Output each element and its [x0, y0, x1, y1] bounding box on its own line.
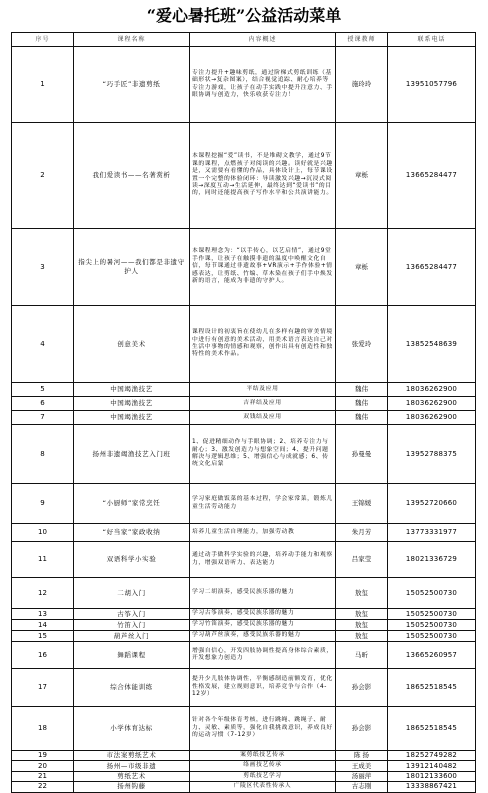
row-teacher: 王成美	[336, 761, 388, 771]
row-phone: 18652518545	[388, 669, 476, 707]
row-teacher: 孙曼曼	[336, 425, 388, 484]
row-no: 12	[12, 578, 74, 609]
row-no: 21	[12, 771, 74, 781]
table-row	[12, 484, 476, 524]
row-teacher: 敖玺	[336, 620, 388, 631]
row-course: 中国竭渔技艺	[74, 397, 190, 411]
row-course: 双语科学小实验	[74, 542, 190, 578]
table-row	[12, 609, 476, 620]
row-desc: 1、促进精细动作与手眼协调；2、培养专注力与耐心；3、激发创造力与想象空间；4、提升问题解决与逻辑思维；5、增强信心与成就感；6、传统文化启蒙	[190, 425, 336, 484]
header-teacher: 授课教师	[336, 33, 388, 47]
row-no: 20	[12, 761, 74, 771]
table-row	[12, 306, 476, 383]
row-course: “小厨师”家常烹饪	[74, 484, 190, 524]
row-teacher: 敖玺	[336, 609, 388, 620]
header-course: 课程名称	[74, 33, 190, 47]
row-teacher: 魏伟	[336, 411, 388, 425]
row-phone: 18252749282	[388, 751, 476, 761]
row-no: 11	[12, 542, 74, 578]
row-teacher: 汤丽萍	[336, 771, 388, 781]
row-teacher: 施玲玲	[336, 47, 388, 123]
row-phone: 18036262900	[388, 397, 476, 411]
row-course: 剪纸艺术	[74, 771, 190, 781]
table-row	[12, 620, 476, 631]
row-desc: 针对各个年级体育考核，进行跳绳、跳绳子、耐力、灵敏、素质等，强化自我挑战意识，养成良好的运动习惯（7-12岁）	[190, 707, 336, 751]
row-course: 扬州非遗竭渔技艺入门班	[74, 425, 190, 484]
table-row	[12, 669, 476, 707]
row-phone: 18036262900	[388, 383, 476, 397]
row-teacher: 古志刚	[336, 782, 388, 792]
row-phone: 13852548639	[388, 306, 476, 383]
course-menu-table	[11, 32, 476, 793]
row-course: 创意美术	[74, 306, 190, 383]
table-row	[12, 771, 476, 781]
table-row	[12, 707, 476, 751]
row-no: 22	[12, 782, 74, 792]
row-no: 7	[12, 411, 74, 425]
row-desc: 络画技艺传承	[190, 761, 336, 771]
row-no: 6	[12, 397, 74, 411]
row-desc: 学习家庭做饭菜的基本过程，学会家常菜，锻炼儿童生活劳动能力	[190, 484, 336, 524]
row-phone: 15052500730	[388, 620, 476, 631]
table-row	[12, 751, 476, 761]
row-no: 16	[12, 642, 74, 669]
row-no: 2	[12, 123, 74, 229]
row-desc: 专注力提升+趣味剪纸，通过阶梯式剪纸训练（基础形状→复杂图案），结合视觉追踪、耐心培养等专注力游戏，让孩子在动手实践中提升注意力、手眼协调与创造力，快乐收获专注力！	[190, 47, 336, 123]
row-teacher: 朱月芳	[336, 524, 388, 542]
row-desc: 学习古筝演奏，感受民族乐器的魅力	[190, 609, 336, 620]
row-phone: 18012133600	[388, 771, 476, 781]
row-phone: 18652518545	[388, 707, 476, 751]
row-desc: 本课程理念为：“以手传心，以艺启情”，通过9堂手作课，让孩子在触摸非遗的温度中唤醒文化自信，每节课通过非遗故事+VR演示+手作体验+情感表达，让剪纸、竹编、草木染在孩子们手中焕发新的语言，能成为非遗的守护人。	[190, 229, 336, 306]
row-no: 3	[12, 229, 74, 306]
table-header-row	[12, 33, 476, 47]
row-desc: 培养儿童生活自理能力，加强劳动教	[190, 524, 336, 542]
row-teacher: 孙会影	[336, 669, 388, 707]
row-no: 19	[12, 751, 74, 761]
row-teacher: 吕家莹	[336, 542, 388, 578]
row-course: 二胡入门	[74, 578, 190, 609]
row-no: 17	[12, 669, 74, 707]
row-phone: 18036262900	[388, 411, 476, 425]
row-course: 综合体能训练	[74, 669, 190, 707]
table-row	[12, 397, 476, 411]
row-no: 18	[12, 707, 74, 751]
row-no: 13	[12, 609, 74, 620]
row-phone: 15052500730	[388, 609, 476, 620]
row-desc: 课程设计的初衷旨在使幼儿在多样有趣的审美情境中进行有创意的美术活动，用美术语言表达自己对生活中事物的情感和观察，创作出具有创造性和独特性的美术作品。	[190, 306, 336, 383]
row-desc: 通过动手做科学实验的兴趣，培养动手能力和观察力，增强双语听力、表达能力	[190, 542, 336, 578]
row-phone: 15052500730	[388, 631, 476, 642]
row-phone: 13338867421	[388, 782, 476, 792]
row-course: 扬州—市级非遗	[74, 761, 190, 771]
row-course: 葫芦丝入门	[74, 631, 190, 642]
row-teacher: 章栎	[336, 229, 388, 306]
row-phone: 13952788375	[388, 425, 476, 484]
row-course: “好当家”家政收纳	[74, 524, 190, 542]
row-desc: 广陵区代表性传承人	[190, 782, 336, 792]
row-phone: 13951057796	[388, 47, 476, 123]
row-no: 10	[12, 524, 74, 542]
table-row	[12, 524, 476, 542]
row-course: 中国竭渔技艺	[74, 383, 190, 397]
row-no: 1	[12, 47, 74, 123]
row-phone: 13912140482	[388, 761, 476, 771]
row-course: 扬州钩藤	[74, 782, 190, 792]
row-teacher: 敖玺	[336, 578, 388, 609]
row-teacher: 陈 扬	[336, 751, 388, 761]
row-desc: 本课程挖掘“爱”读书，不是堆砌文教学，通过9节课的课程，点燃孩子对阅读的兴趣。读好就是兴趣是，又需要有看懂的作品，具体设计上，每节课设置一个完整的体验闭环：导读激发兴趣→沉浸式阅读→深度互动→生活延伸，最终达到“爱读书”的目的，同时还能提高孩子写作水平和公共演讲能力。	[190, 123, 336, 229]
row-desc: 学习竹笛演奏，感受民族乐器的魅力	[190, 620, 336, 631]
row-course: 我们爱读书——名著赏析	[74, 123, 190, 229]
header-phone: 联系电话	[388, 33, 476, 47]
row-desc: 双钱结及应用	[190, 411, 336, 425]
row-course: “巧手匠”非遗剪纸	[74, 47, 190, 123]
row-teacher: 魏伟	[336, 383, 388, 397]
header-no: 序号	[12, 33, 74, 47]
row-course: 竹笛入门	[74, 620, 190, 631]
row-desc: 学习二胡演奏，感受民族乐器的魅力	[190, 578, 336, 609]
row-phone: 13773331977	[388, 524, 476, 542]
row-course: 中国竭渔技艺	[74, 411, 190, 425]
table-row	[12, 782, 476, 792]
row-teacher: 敖玺	[336, 631, 388, 642]
row-phone: 13665284477	[388, 123, 476, 229]
row-desc: 学习葫芦丝演奏，感受民族乐器的魅力	[190, 631, 336, 642]
header-desc: 内容概述	[190, 33, 336, 47]
table-row	[12, 229, 476, 306]
row-course: 市法案剪纸艺术	[74, 751, 190, 761]
row-no: 4	[12, 306, 74, 383]
row-course: 古筝入门	[74, 609, 190, 620]
row-phone: 13665260957	[388, 642, 476, 669]
row-desc: 提升少儿肢体协调性，平衡感制造前额发育，优化性格发展，建立规则意识，培养竞争与合作（4-12岁）	[190, 669, 336, 707]
row-no: 14	[12, 620, 74, 631]
row-desc: 增强自信心，开发四肢协调性提高身体综合素质，开发想象力创造力	[190, 642, 336, 669]
table-row	[12, 642, 476, 669]
table-row	[12, 123, 476, 229]
table-row	[12, 631, 476, 642]
table-row	[12, 578, 476, 609]
table-row	[12, 425, 476, 484]
row-desc: 案剪纸技艺传承	[190, 751, 336, 761]
row-desc: 平结及应用	[190, 383, 336, 397]
table-row	[12, 542, 476, 578]
table-row	[12, 383, 476, 397]
row-teacher: 马昕	[336, 642, 388, 669]
table-row	[12, 761, 476, 771]
row-teacher: 张爱玲	[336, 306, 388, 383]
row-teacher: 魏伟	[336, 397, 388, 411]
row-teacher: 王锦媛	[336, 484, 388, 524]
row-course: 小学体育达标	[74, 707, 190, 751]
table-row	[12, 411, 476, 425]
row-teacher: 孙会影	[336, 707, 388, 751]
row-no: 5	[12, 383, 74, 397]
row-desc: 剪纸技艺学习	[190, 771, 336, 781]
row-no: 9	[12, 484, 74, 524]
row-no: 15	[12, 631, 74, 642]
row-phone: 13665284477	[388, 229, 476, 306]
row-phone: 15052500730	[388, 578, 476, 609]
row-course: 舞蹈课程	[74, 642, 190, 669]
row-desc: 吉祥结及应用	[190, 397, 336, 411]
page-title: “爱心暑托班”公益活动菜单	[146, 6, 342, 25]
row-phone: 18021336729	[388, 542, 476, 578]
row-phone: 13952720660	[388, 484, 476, 524]
row-teacher: 章栎	[336, 123, 388, 229]
row-course: 指尖上的暑河——我们都是非遗守护人	[74, 229, 190, 306]
table-row	[12, 47, 476, 123]
row-no: 8	[12, 425, 74, 484]
